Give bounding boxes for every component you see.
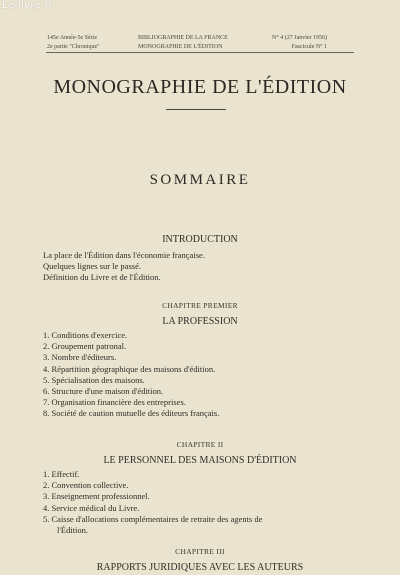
header-left-line2: 2e partie "Chronique": [47, 44, 100, 50]
list-item: 6. Structure d'une maison d'édition.: [43, 386, 164, 397]
chapter3-heading: RAPPORTS JURIDIQUES AVEC LES AUTEURS: [96, 562, 304, 573]
header-right-line2: Fascicule N° 1: [291, 44, 328, 50]
list-item: 3. Nombre d'éditeurs.: [43, 352, 117, 363]
list-item: 5. Spécialisation des maisons.: [43, 374, 145, 385]
list-item: 5. Caisse d'allocations complémentaires de retraite des agents de: [43, 513, 263, 524]
introduction-heading: INTRODUCTION: [162, 234, 238, 245]
title-rule: [166, 109, 226, 110]
header-left: [47, 34, 100, 52]
introduction-line: La place de l'Édition dans l'économie française.: [43, 250, 205, 260]
chapter1-label: CHAPITRE PREMIER: [162, 301, 238, 310]
list-item: 4. Service médical du Livre.: [43, 502, 140, 513]
list-item: 1. Conditions d'exercice.: [43, 330, 128, 340]
list-item: 8. Société de caution mutuelle des éditeurs français.: [43, 408, 220, 419]
list-item: 2. Groupement patronal.: [43, 341, 127, 352]
header-center: [138, 34, 228, 52]
header-center-line1: BIBLIOGRAPHIE DE LA FRANCE: [138, 35, 228, 41]
list-item: 7. Organisation financière des entreprises.: [43, 397, 186, 408]
chapter1-items: [43, 330, 363, 420]
introduction-line: Définition du Livre et de l'Édition.: [43, 272, 161, 283]
page-title: MONOGRAPHIE DE L'ÉDITION: [53, 76, 347, 98]
chapter1-heading: LA PROFESSION: [162, 316, 238, 327]
header-left-line1: 145e Année-5e Série: [47, 35, 97, 41]
sommaire-heading: SOMMAIRE: [149, 172, 251, 188]
header-right: [272, 34, 327, 52]
watermark: Le-livre.fr: [2, 0, 53, 11]
list-item-continuation: l'Édition.: [57, 525, 89, 536]
chapter2-items: [43, 469, 363, 536]
header-center-line2: MONOGRAPHIE DE L'ÉDITION: [138, 44, 223, 50]
chapter2-heading: LE PERSONNEL DES MAISONS D'ÉDITION: [103, 455, 297, 466]
chapter3-label: CHAPITRE III: [175, 547, 225, 556]
introduction-lines: [43, 250, 363, 284]
list-item: 4. Répartition géographique des maisons d'édition.: [43, 363, 216, 374]
header-rule: [46, 52, 354, 53]
list-item: 1. Effectif.: [43, 469, 80, 479]
introduction-line: Quelques lignes sur le passé.: [43, 261, 141, 272]
chapter2-label: CHAPITRE II: [176, 440, 224, 449]
list-item: 3. Enseignement professionnel.: [43, 491, 150, 502]
list-item: 2. Convention collective.: [43, 480, 129, 491]
header-right-line1: N° 4 (27 Janvier 1956): [272, 35, 328, 41]
